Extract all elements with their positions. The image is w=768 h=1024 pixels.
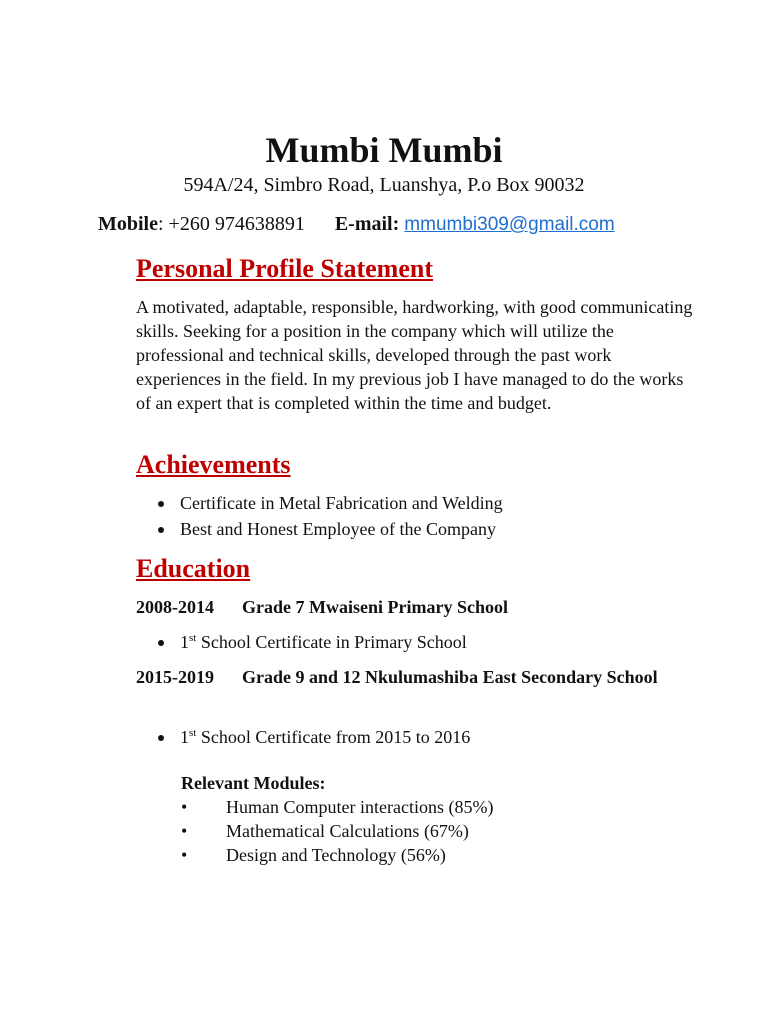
bullet-icon: • [181,845,188,865]
email-label: E-mail [334,213,393,235]
cert-number: 1 [180,632,189,652]
mobile-label: Mobile [98,213,158,235]
module-text: Mathematical Calculations (67%) [226,821,469,841]
education-years: 2015-2019 [136,667,214,687]
cert-ordinal: st [189,632,197,644]
education-entry-1 [136,595,676,619]
bullet-icon: • [181,821,188,841]
module-text: Design and Technology (56%) [226,845,446,865]
list-item [136,629,467,655]
bullet-icon [158,640,164,646]
email-link[interactable]: mmumbi309@gmail.com [404,214,615,235]
profile-text: A motivated, adaptable, responsible, hardworking, with good communicating skills. Seeking for a position in the company which will utilize the professional and technical skills, developed through the past work experiences in the field. In my previous job I have managed to do the works of an expert that is completed within the time and budget. [136,297,693,413]
list-item [136,516,503,542]
profile-heading: Personal Profile Statement [136,254,433,283]
education-2-list [136,724,470,750]
mobile-value: : +260 974638891 [158,213,305,235]
bullet-icon: • [181,797,188,817]
education-school: Grade 9 and 12 Nkulumashiba East Secondary School [242,667,658,687]
list-item [136,490,503,516]
bullet-icon [158,527,164,533]
modules-list [181,795,493,867]
cert-text: School Certificate in Primary School [196,632,467,652]
education-school: Grade 7 Mwaiseni Primary School [242,597,508,617]
list-item [136,724,470,750]
contact-line [98,211,738,238]
achievements-heading: Achievements [136,450,291,479]
achievements-list [136,490,503,542]
list-item [181,795,493,819]
list-item [181,843,493,867]
list-item [181,819,493,843]
email-separator: : [392,213,405,235]
bullet-icon [158,501,164,507]
cert-text: School Certificate from 2015 to 2016 [196,727,471,747]
achievement-text: Certificate in Metal Fabrication and Welding [180,493,503,513]
education-entry-2 [136,665,676,689]
education-1-list [136,629,467,655]
candidate-name: Mumbi Mumbi [265,130,503,170]
bullet-icon [158,735,164,741]
education-heading: Education [136,554,251,583]
education-years: 2008-2014 [136,597,214,617]
modules-title: Relevant Modules: [181,773,326,793]
cert-number: 1 [180,727,189,747]
module-text: Human Computer interactions (85%) [226,797,494,817]
cert-ordinal: st [189,727,197,739]
achievement-text: Best and Honest Employee of the Company [180,519,496,539]
address: 594A/24, Simbro Road, Luanshya, P.o Box 90032 [183,174,585,196]
